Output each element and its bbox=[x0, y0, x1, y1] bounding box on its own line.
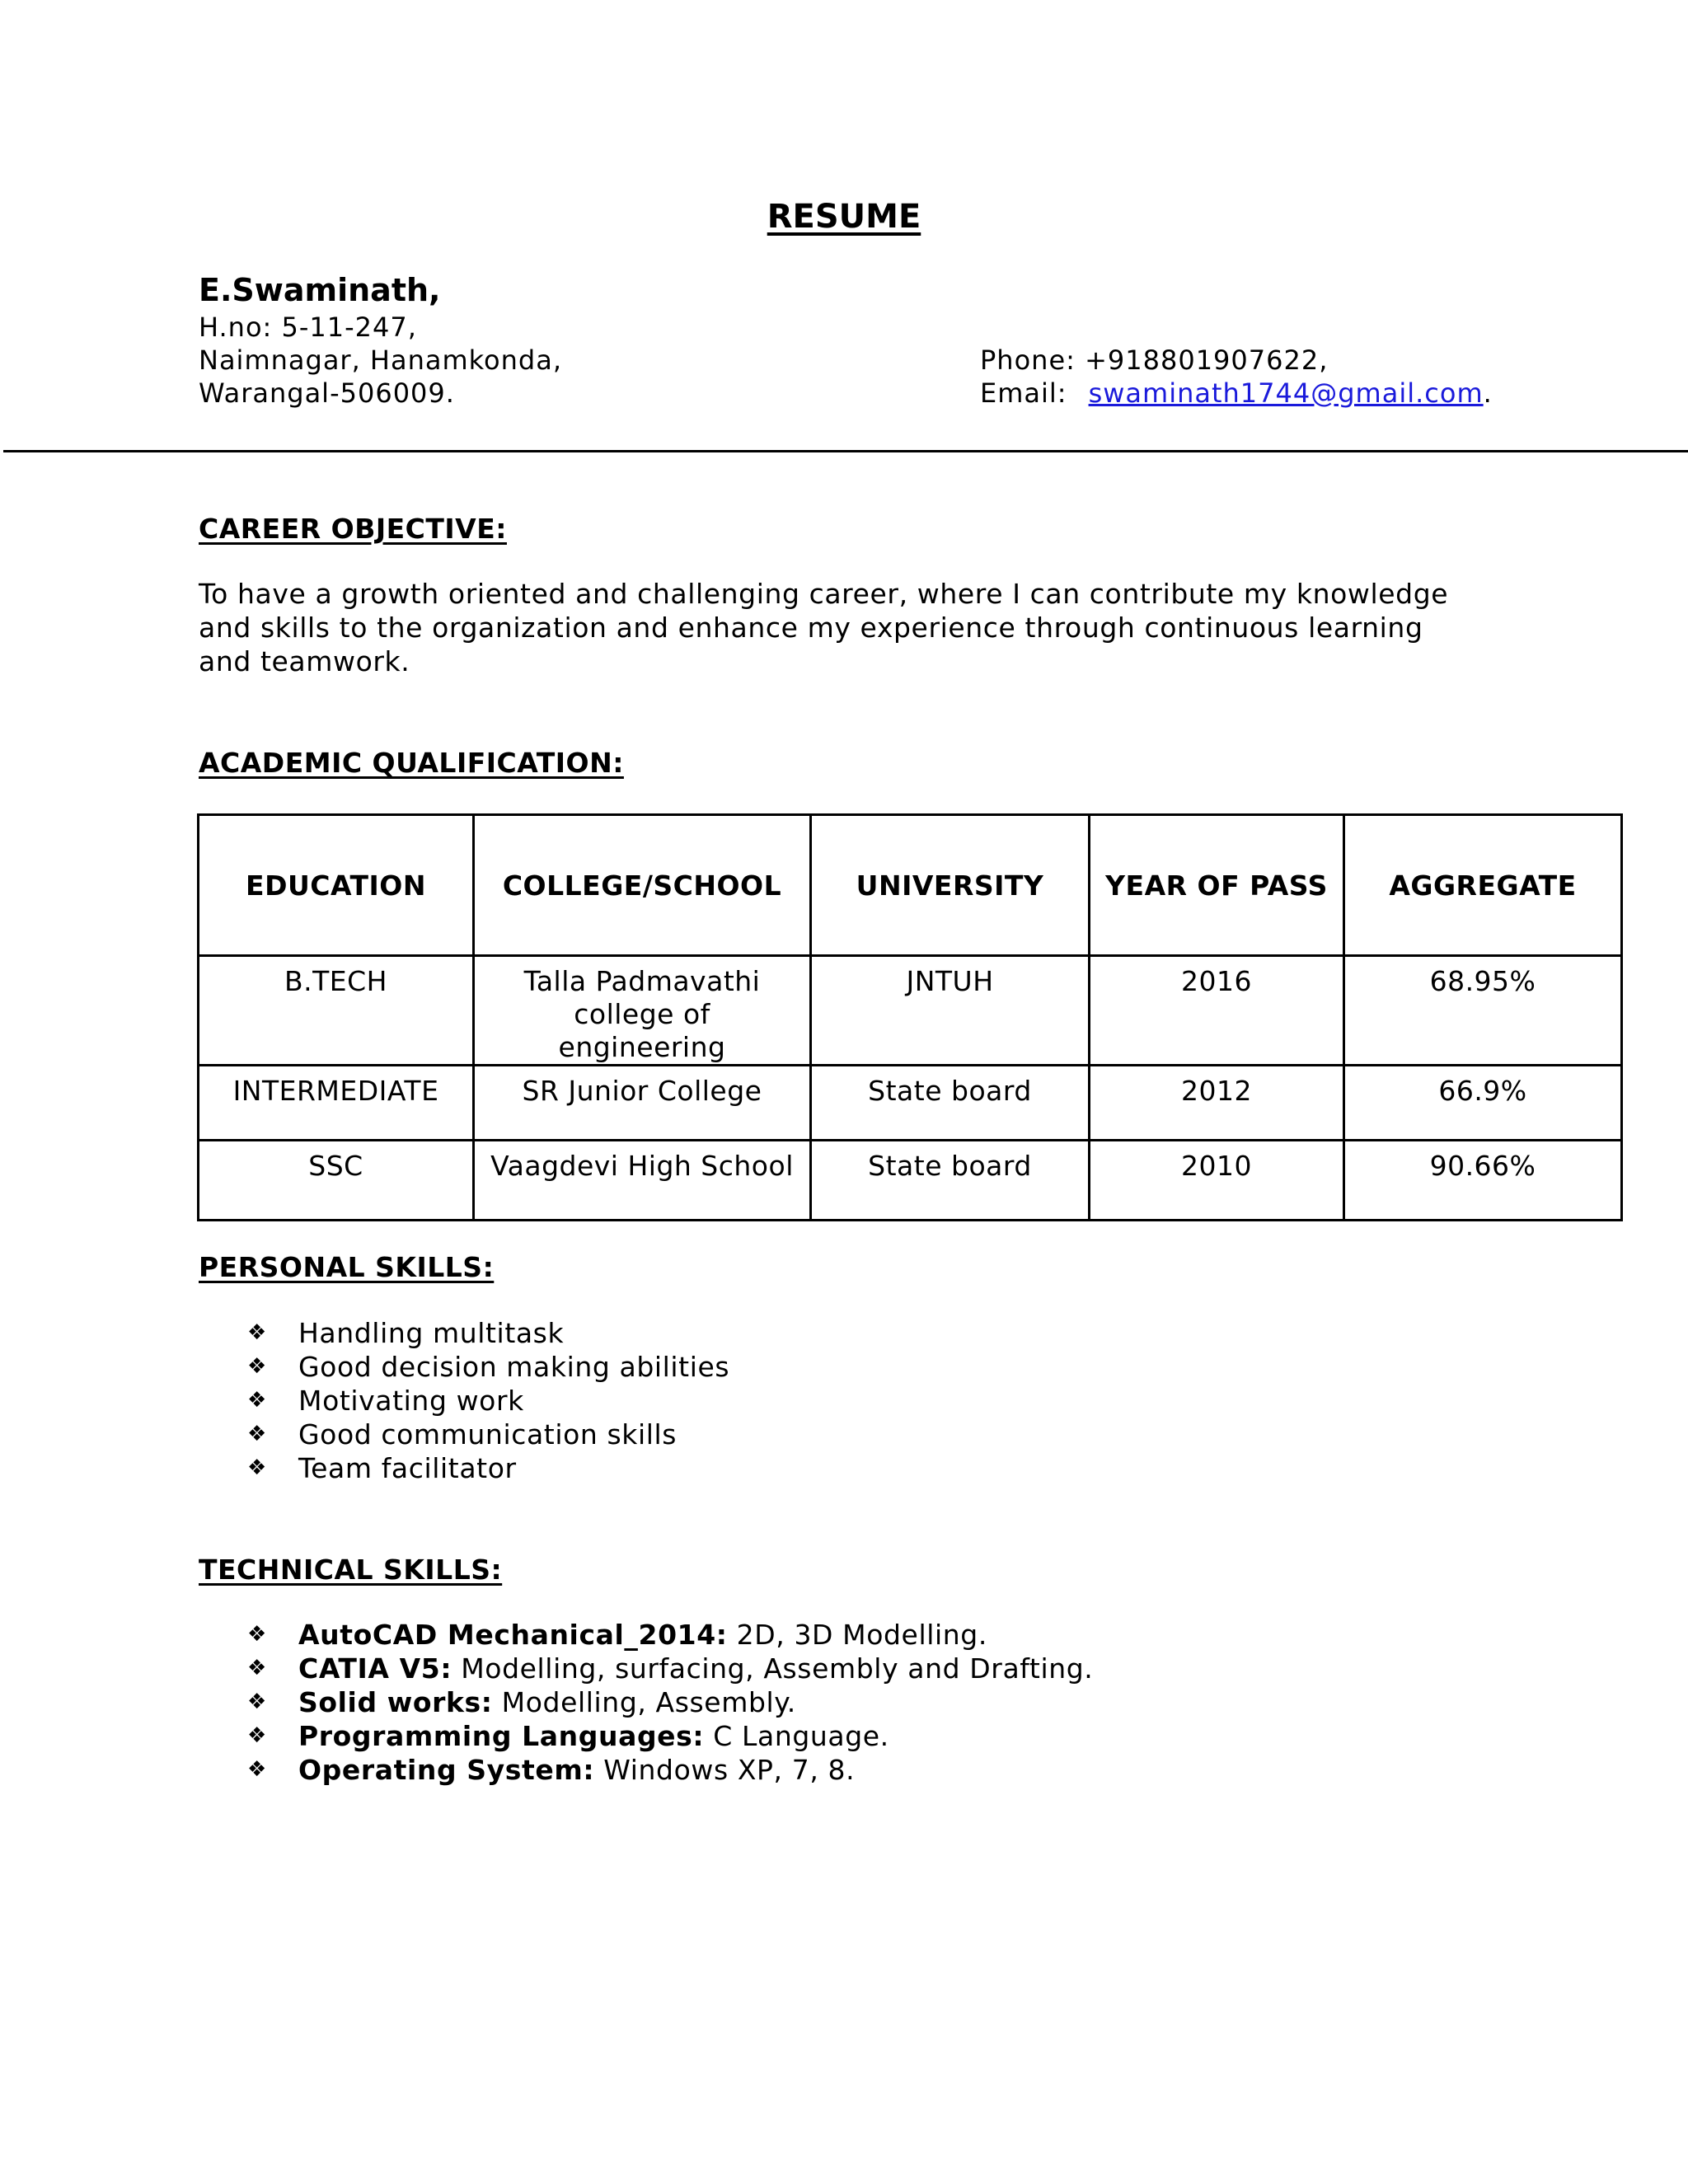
skill-text: Good decision making abilities bbox=[298, 1351, 730, 1383]
table-cell: 2010 bbox=[1090, 1141, 1344, 1221]
skill-name: Programming Languages: bbox=[298, 1720, 705, 1752]
list-item bbox=[247, 1753, 1093, 1787]
table-row bbox=[199, 1066, 1622, 1141]
skill-text: Good communication skills bbox=[298, 1418, 678, 1451]
skill-detail: 2D, 3D Modelling. bbox=[727, 1619, 987, 1651]
table-row bbox=[199, 1141, 1622, 1221]
table-cell: State board bbox=[811, 1066, 1090, 1141]
list-item bbox=[247, 1384, 729, 1418]
four-diamond-bullet-icon: ❖ bbox=[247, 1622, 267, 1647]
technical-skills-list bbox=[247, 1618, 1093, 1787]
table-cell: 90.66% bbox=[1344, 1141, 1622, 1221]
skill-name: Solid works: bbox=[298, 1686, 493, 1718]
email-suffix: . bbox=[1483, 377, 1493, 409]
list-item bbox=[247, 1719, 1093, 1753]
table-cell: INTERMEDIATE bbox=[199, 1066, 474, 1141]
four-diamond-bullet-icon: ❖ bbox=[247, 1656, 267, 1680]
table-cell: 2016 bbox=[1090, 956, 1344, 1066]
four-diamond-bullet-icon: ❖ bbox=[247, 1354, 267, 1379]
table-cell: 66.9% bbox=[1344, 1066, 1622, 1141]
column-header: UNIVERSITY bbox=[811, 815, 1090, 956]
table-cell: JNTUH bbox=[811, 956, 1090, 1066]
column-header: EDUCATION bbox=[199, 815, 474, 956]
page-title: RESUME bbox=[767, 198, 921, 236]
address-line-2: Naimnagar, Hanamkonda, bbox=[199, 344, 562, 376]
table-header-row bbox=[199, 815, 1622, 956]
table-cell: SSC bbox=[199, 1141, 474, 1221]
header-divider bbox=[3, 450, 1688, 452]
table-cell: 2012 bbox=[1090, 1066, 1344, 1141]
academic-qualification-table bbox=[197, 813, 1623, 1221]
list-item bbox=[247, 1652, 1093, 1685]
list-item bbox=[247, 1418, 729, 1451]
skill-detail: Windows XP, 7, 8. bbox=[594, 1754, 856, 1786]
skill-name: Operating System: bbox=[298, 1754, 595, 1786]
column-header: COLLEGE/SCHOOL bbox=[474, 815, 811, 956]
table-row bbox=[199, 956, 1622, 1066]
four-diamond-bullet-icon: ❖ bbox=[247, 1320, 267, 1345]
skill-text: Motivating work bbox=[298, 1385, 524, 1417]
four-diamond-bullet-icon: ❖ bbox=[247, 1723, 267, 1748]
phone-number: +918801907622, bbox=[1085, 344, 1329, 376]
skill-detail: Modelling, surfacing, Assembly and Drafting. bbox=[452, 1652, 1094, 1685]
address-line-3: Warangal-506009. bbox=[199, 377, 455, 409]
list-item bbox=[247, 1350, 729, 1384]
address-line-1: H.no: 5-11-247, bbox=[199, 312, 417, 343]
skill-text: Handling multitask bbox=[298, 1317, 565, 1349]
four-diamond-bullet-icon: ❖ bbox=[247, 1455, 267, 1480]
four-diamond-bullet-icon: ❖ bbox=[247, 1757, 267, 1782]
technical-skills-heading: TECHNICAL SKILLS: bbox=[199, 1554, 503, 1586]
table-cell: SR Junior College bbox=[474, 1066, 811, 1141]
column-header: YEAR OF PASS bbox=[1090, 815, 1344, 956]
table-cell: B.TECH bbox=[199, 956, 474, 1066]
personal-skills-heading: PERSONAL SKILLS: bbox=[199, 1251, 495, 1283]
email-line bbox=[980, 377, 1493, 409]
career-objective-text: To have a growth oriented and challenging career, where I can contribute my knowledge and skills to the organization and enhance my experience through continuous learning and teamwork. bbox=[199, 578, 1449, 677]
table-cell: State board bbox=[811, 1141, 1090, 1221]
list-item bbox=[247, 1685, 1093, 1719]
table-cell: Talla Padmavathi college of engineering bbox=[474, 956, 811, 1066]
skill-detail: Modelling, Assembly. bbox=[492, 1686, 796, 1718]
skill-text: Team facilitator bbox=[298, 1452, 517, 1484]
four-diamond-bullet-icon: ❖ bbox=[247, 1388, 267, 1413]
list-item bbox=[247, 1316, 729, 1350]
table-cell: 68.95% bbox=[1344, 956, 1622, 1066]
column-header: AGGREGATE bbox=[1344, 815, 1622, 956]
four-diamond-bullet-icon: ❖ bbox=[247, 1690, 267, 1714]
skill-detail: C Language. bbox=[704, 1720, 889, 1752]
four-diamond-bullet-icon: ❖ bbox=[247, 1422, 267, 1446]
skill-name: CATIA V5: bbox=[298, 1652, 452, 1685]
email-label: Email: bbox=[980, 377, 1067, 409]
list-item bbox=[247, 1618, 1093, 1652]
career-objective-heading: CAREER OBJECTIVE: bbox=[199, 513, 507, 545]
list-item bbox=[247, 1451, 729, 1485]
email-link[interactable]: swaminath1744@gmail.com bbox=[1088, 377, 1484, 409]
applicant-name: E.Swaminath, bbox=[199, 272, 441, 308]
academic-qualification-heading: ACADEMIC QUALIFICATION: bbox=[199, 747, 624, 779]
personal-skills-list bbox=[247, 1316, 729, 1485]
skill-name: AutoCAD Mechanical_2014: bbox=[298, 1619, 728, 1651]
phone-line bbox=[980, 344, 1328, 376]
table-cell: Vaagdevi High School bbox=[474, 1141, 811, 1221]
phone-label: Phone: bbox=[980, 344, 1076, 376]
